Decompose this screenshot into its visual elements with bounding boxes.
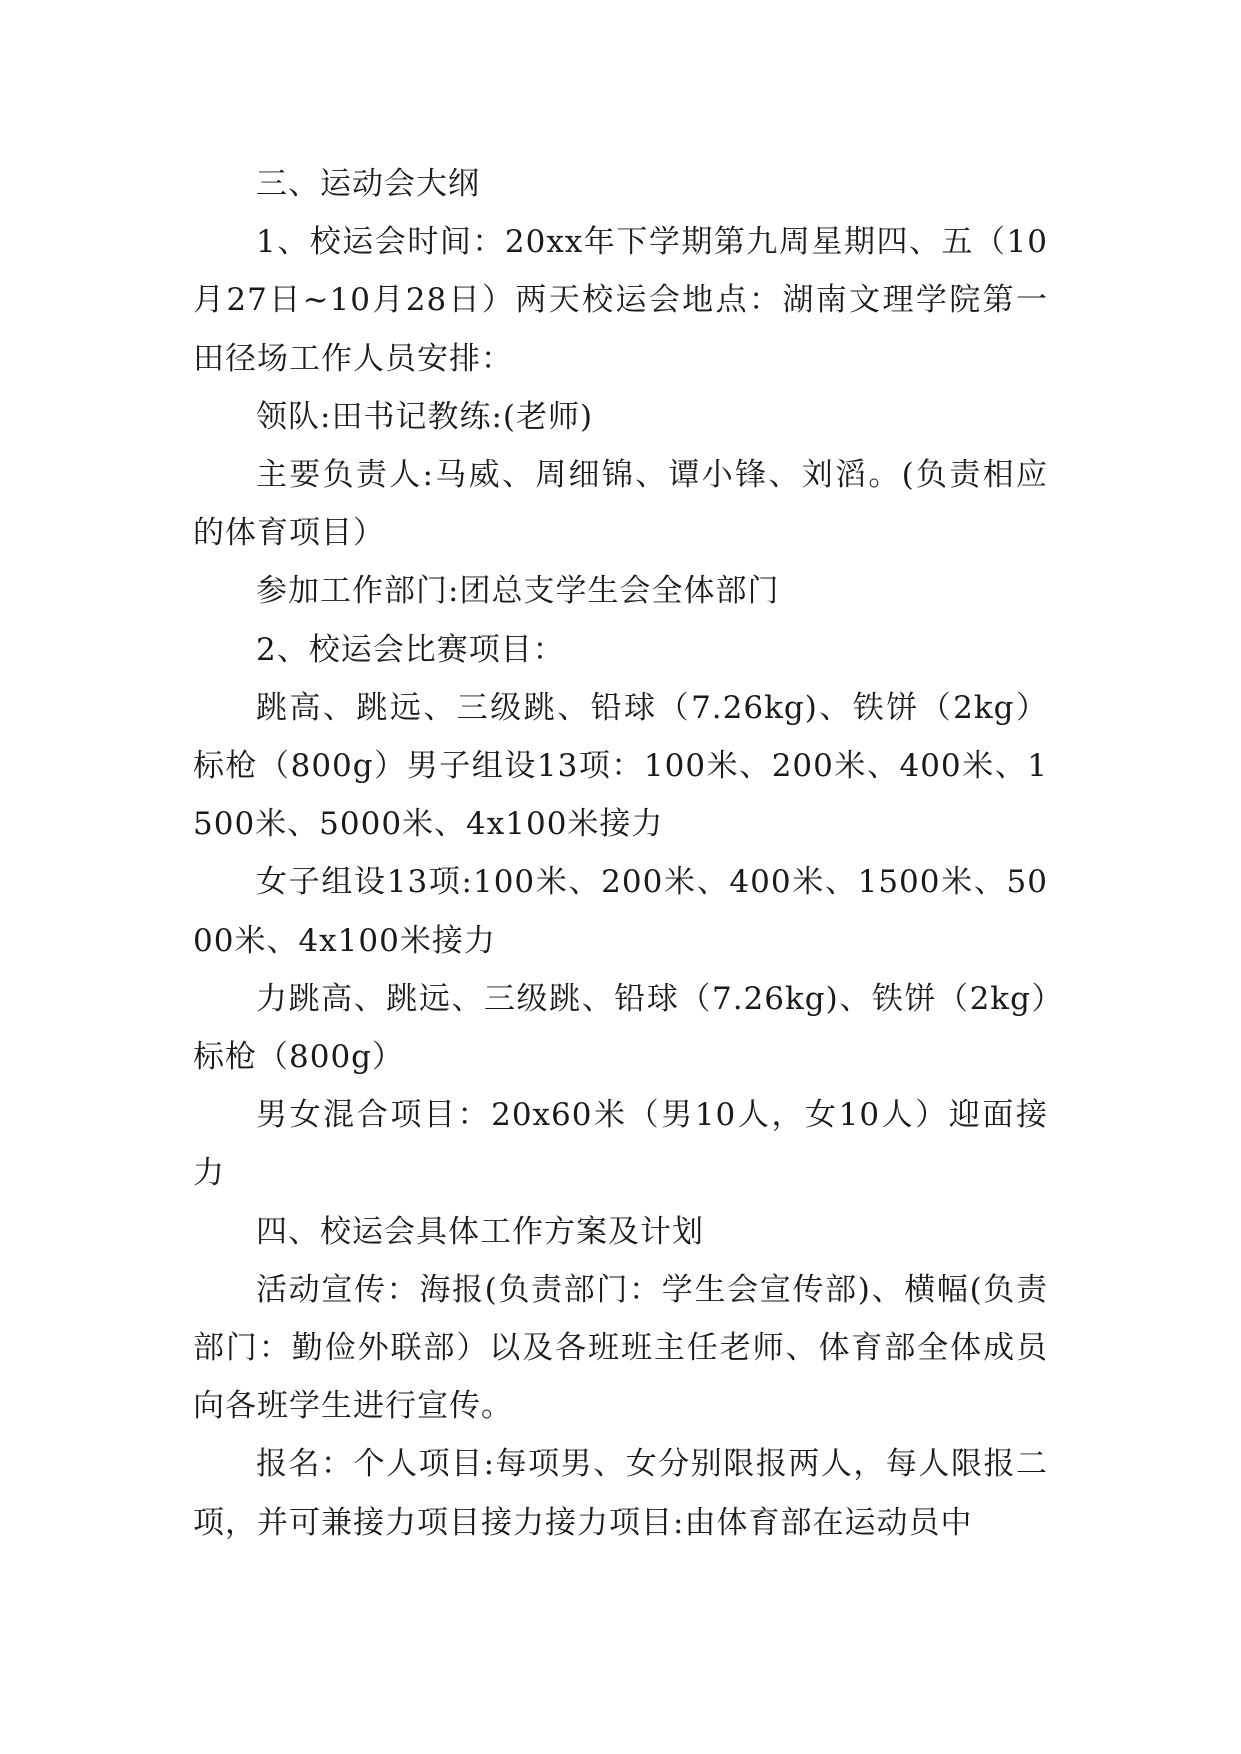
document-body <box>193 155 1048 1552</box>
section-heading: 三、运动会大纲 <box>256 166 480 202</box>
paragraph: 参加工作部门:团总支学生会全体部门 <box>256 573 780 610</box>
paragraph: 跳高、跳远、三级跳、铅球（7.26kg)、铁饼（2kg）标枪（800g）男子组设13项：100米、200米、400米、1500米、5000米、4x100米接力 <box>193 689 1048 843</box>
paragraph: 力跳高、跳远、三级跳、铅球（7.26kg)、铁饼（2kg）标枪（800g） <box>193 980 1048 1076</box>
section-heading: 四、校运会具体工作方案及计划 <box>256 1213 704 1250</box>
paragraph: 2、校运会比赛项目： <box>256 631 565 668</box>
paragraph: 报名：个人项目:每项男、女分别限报两人，每人限报二项，并可兼接力项目接力接力项目:由体育部在运动员中 <box>193 1446 1048 1541</box>
paragraph: 女子组设13项:100米、200米、400米、1500米、5000米、4x100米接力 <box>193 864 1048 959</box>
paragraph: 领队:田书记教练:(老师) <box>256 398 594 435</box>
paragraph: 主要负责人:马威、周细锦、谭小锋、刘滔。(负责相应的体育项目） <box>193 457 1048 552</box>
paragraph: 1、校运会时间：20xx年下学期第九周星期四、五（10月27日~10月28日）两天校运会地点：湖南文理学院第一田径场工作人员安排： <box>193 224 1048 377</box>
paragraph: 男女混合项目：20x60米（男10人，女10人）迎面接力 <box>193 1097 1048 1192</box>
paragraph: 活动宣传：海报(负责部门：学生会宣传部)、横幅(负责部门：勤俭外联部）以及各班班主任老师、体育部全体成员向各班学生进行宣传。 <box>193 1271 1048 1425</box>
